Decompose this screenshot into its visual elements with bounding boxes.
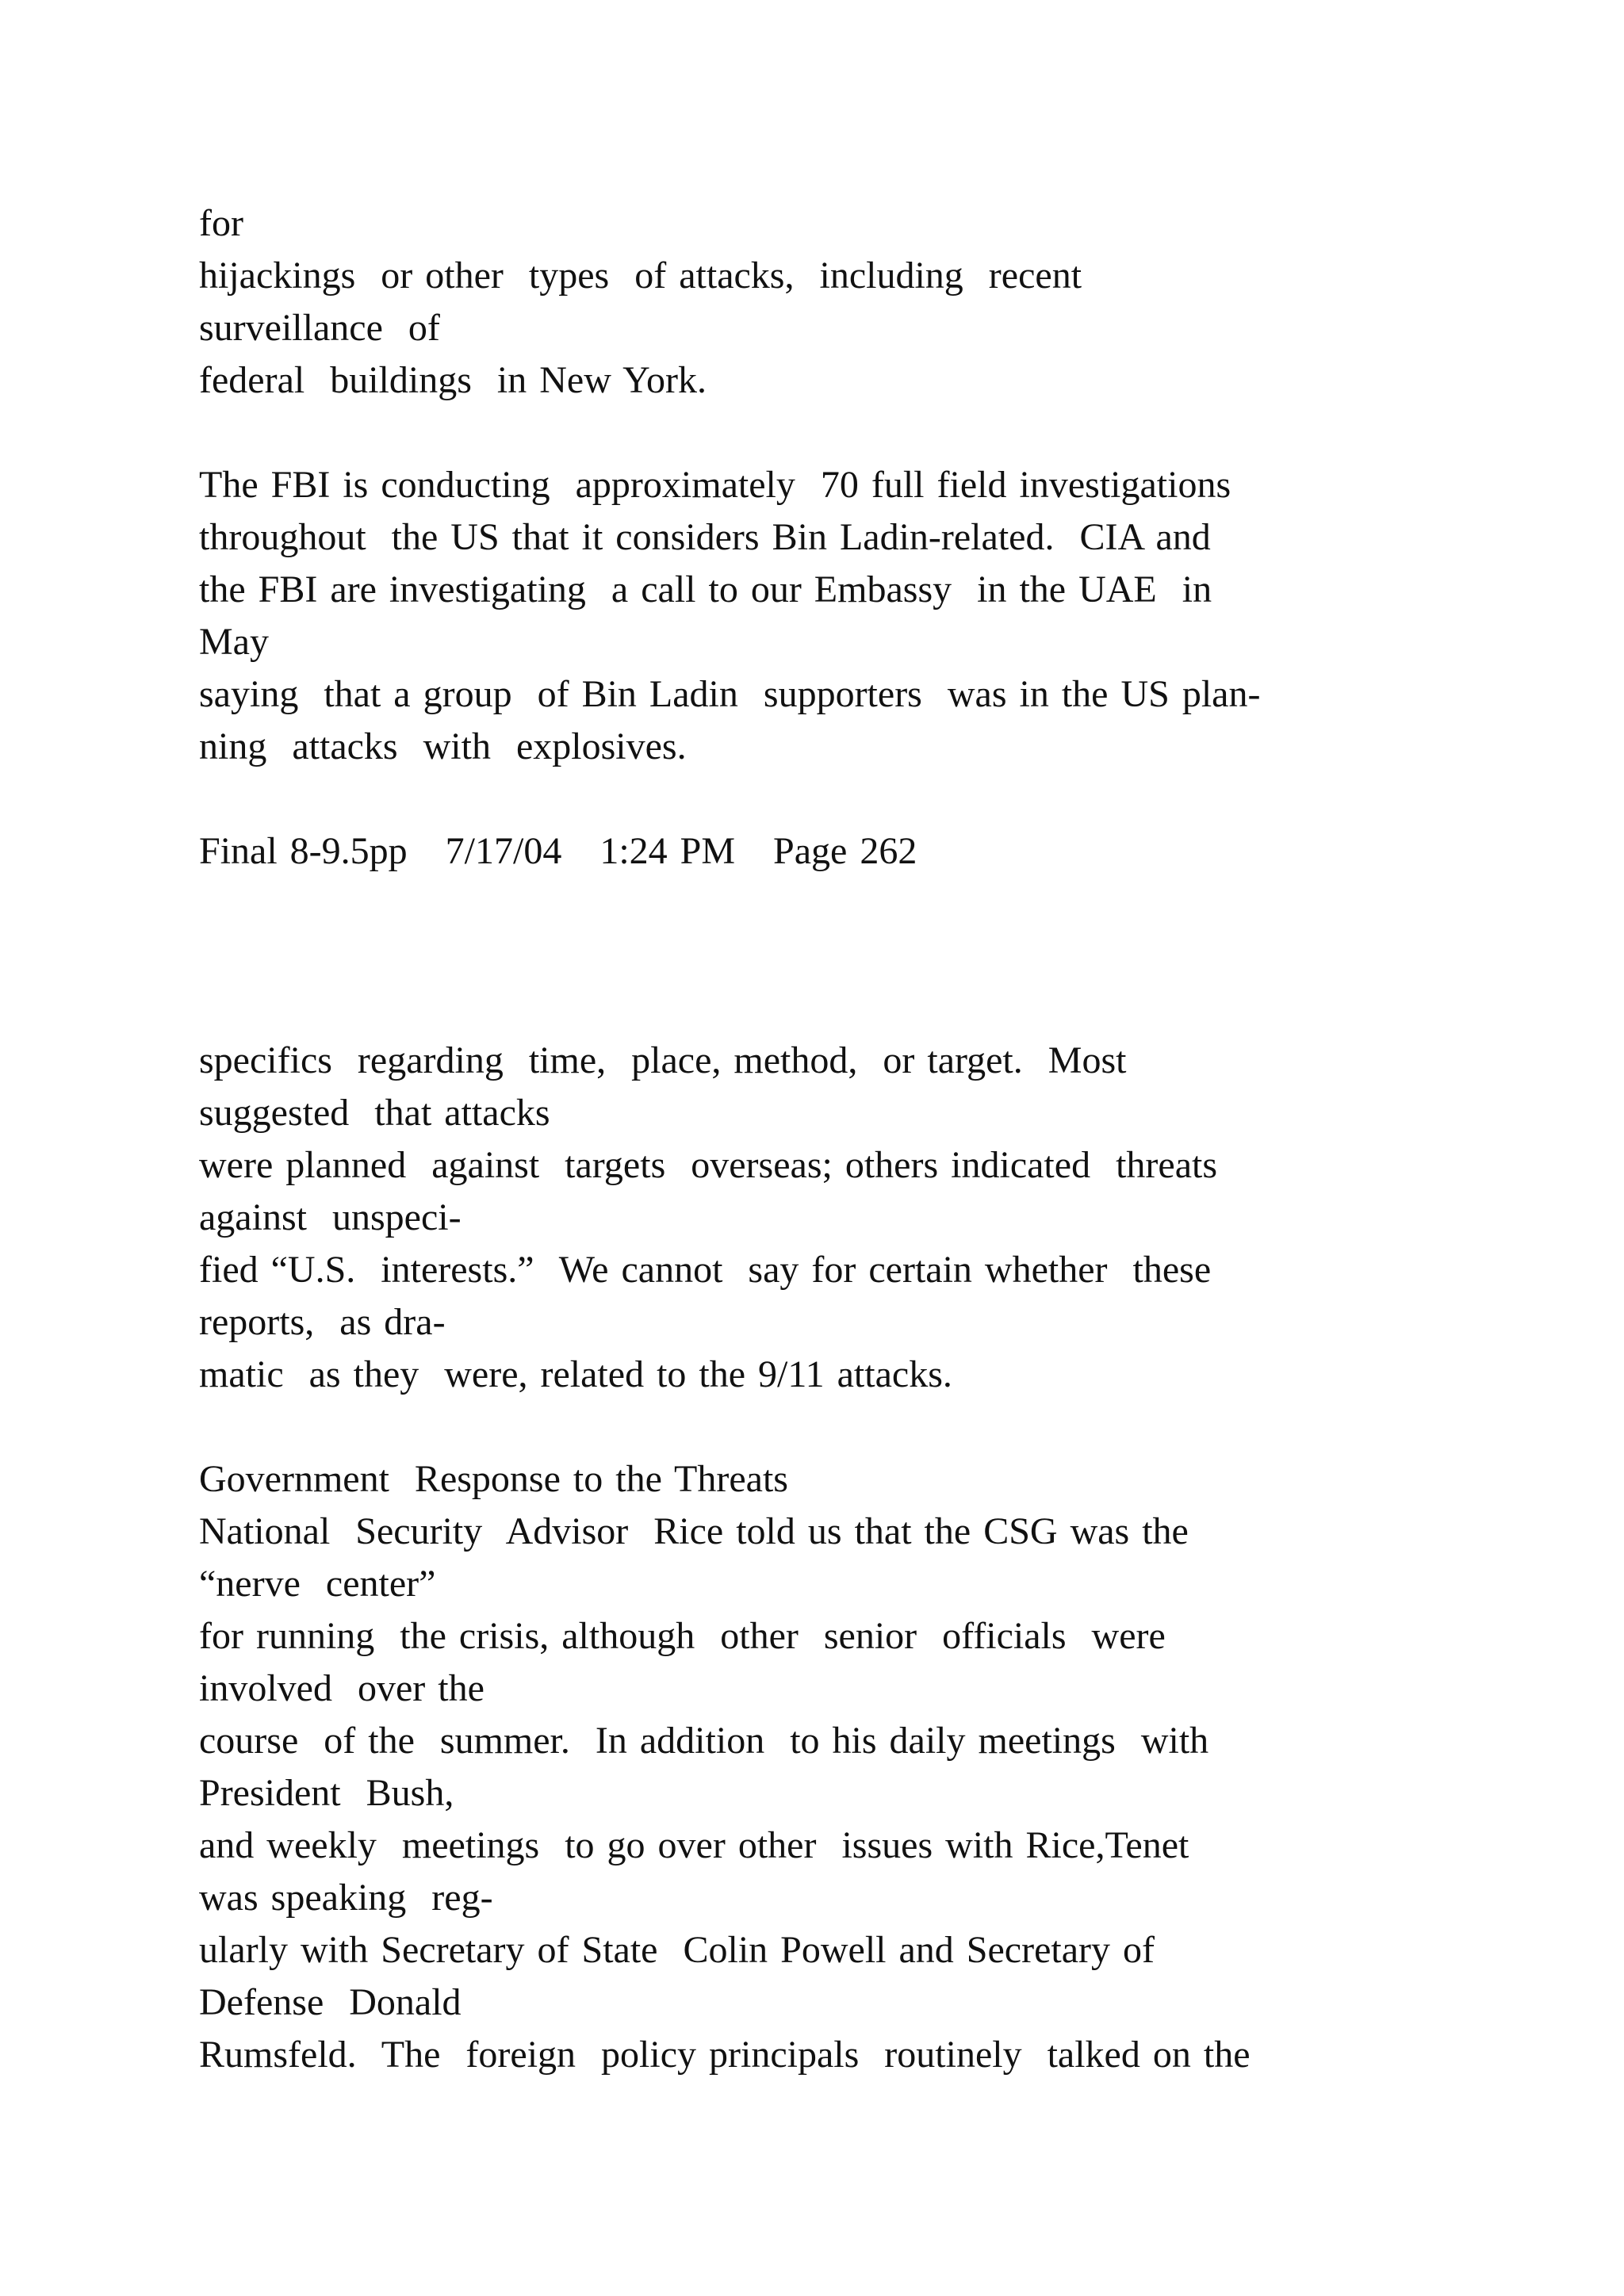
text-line: for	[199, 202, 243, 244]
text-line: suggested that attacks	[199, 1092, 550, 1134]
text-line: saying that a group of Bin Ladin supporters was in the US plan-	[199, 673, 1261, 715]
text-line: involved over the	[199, 1667, 485, 1709]
text-line: May	[199, 621, 269, 663]
text-line: Defense Donald	[199, 1981, 462, 2023]
paragraph-specifics	[199, 1035, 1436, 1401]
text-line: National Security Advisor Rice told us that the CSG was the	[199, 1510, 1189, 1552]
text-line: course of the summer. In addition to his daily meetings with	[199, 1720, 1209, 1762]
page-footer: Final 8-9.5pp 7/17/04 1:24 PM Page 262	[199, 830, 917, 872]
text-line: Rumsfeld. The foreign policy principals routinely talked on the	[199, 2034, 1251, 2076]
text-line: ning attacks with explosives.	[199, 725, 687, 767]
text-line: and weekly meetings to go over other issues with Rice,Tenet	[199, 1824, 1189, 1866]
text-line: reports, as dra-	[199, 1301, 446, 1343]
text-line: for running the crisis, although other senior officials were	[199, 1615, 1166, 1657]
paragraph-spacer	[199, 407, 1436, 459]
section-heading: Government Response to the Threats	[199, 1458, 788, 1500]
text-line: fied “U.S. interests.” We cannot say for certain whether these	[199, 1249, 1212, 1291]
text-line: hijackings or other types of attacks, including recent	[199, 254, 1082, 297]
text-line: were planned against targets overseas; others indicated threats	[199, 1144, 1218, 1186]
page-break-spacer	[199, 878, 1436, 1035]
text-line: specifics regarding time, place, method, or target. Most	[199, 1039, 1127, 1081]
document-body	[199, 197, 1436, 2081]
text-line: matic as they were, related to the 9/11 attacks.	[199, 1353, 952, 1395]
text-line: was speaking reg-	[199, 1877, 493, 1919]
paragraph-rice-csg	[199, 1506, 1436, 2081]
paragraph-spacer	[199, 1401, 1436, 1453]
text-line: President Bush,	[199, 1772, 454, 1814]
text-line: federal buildings in New York.	[199, 359, 707, 401]
text-line: surveillance of	[199, 307, 440, 349]
paragraph-spacer	[199, 773, 1436, 825]
paragraph-hijackings	[199, 197, 1436, 407]
text-line: ularly with Secretary of State Colin Powell and Secretary of	[199, 1929, 1155, 1971]
text-line: “nerve center”	[199, 1563, 436, 1605]
text-line: against unspeci-	[199, 1196, 462, 1238]
text-line: The FBI is conducting approximately 70 full field investigations	[199, 464, 1231, 506]
text-line: throughout the US that it considers Bin Ladin-related. CIA and	[199, 516, 1211, 558]
text-line: the FBI are investigating a call to our Embassy in the UAE in	[199, 568, 1212, 610]
paragraph-fbi-investigations	[199, 459, 1436, 773]
